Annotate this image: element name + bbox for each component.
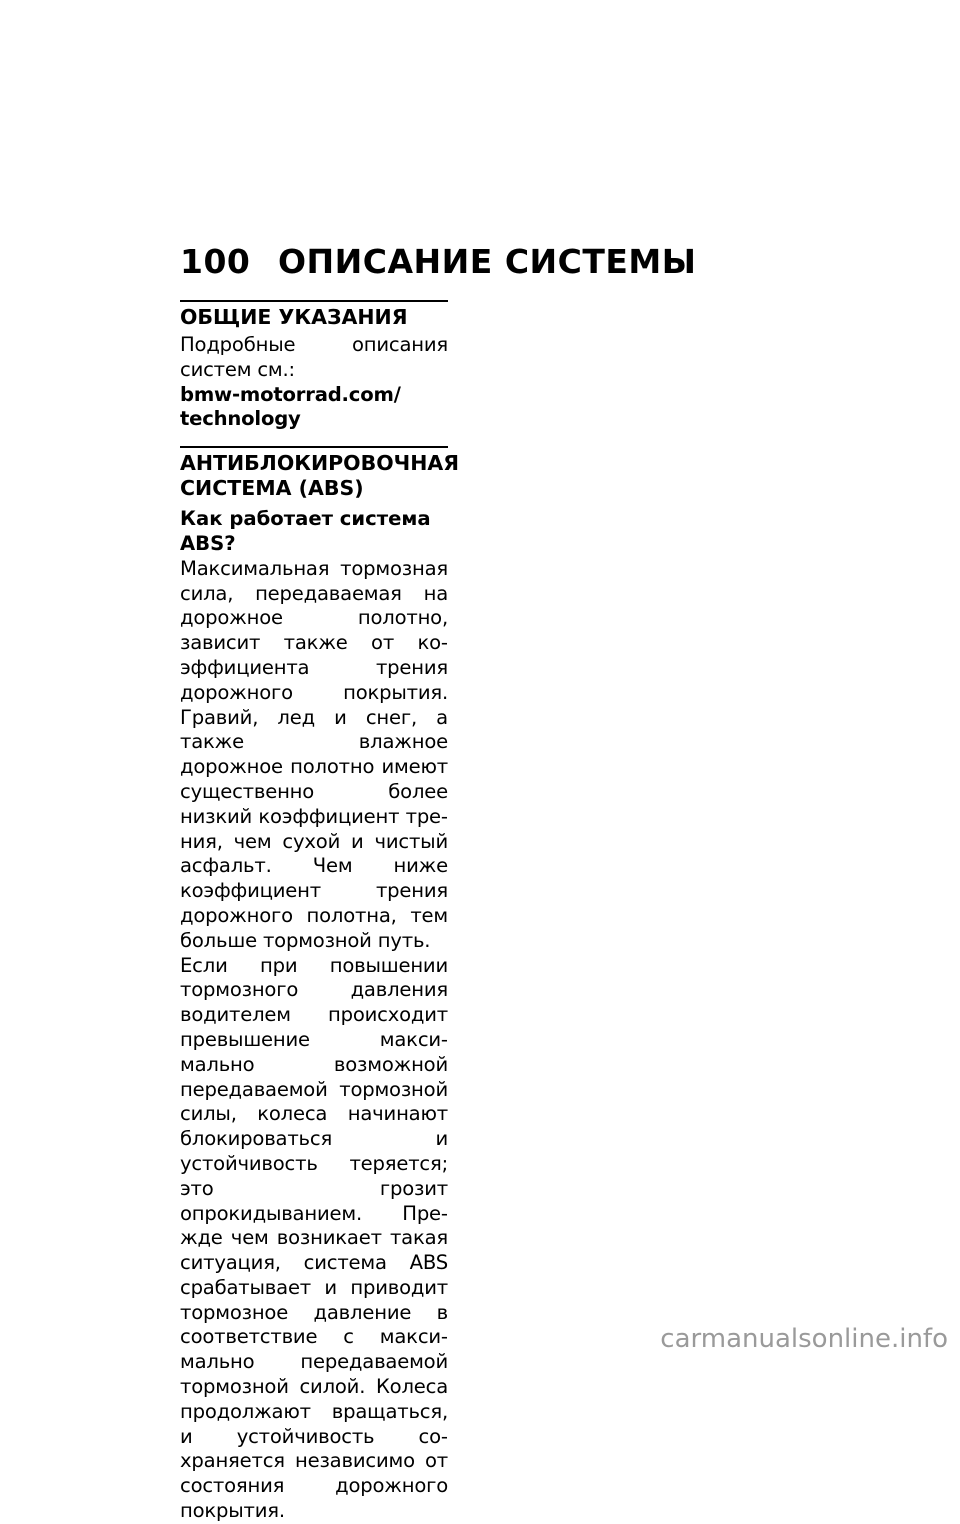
website-link-line2[interactable]: technology: [180, 407, 301, 431]
abs-how-heading: Как работает система ABS?: [180, 507, 431, 555]
page-number: 100: [180, 242, 251, 281]
page-title: ОПИСАНИЕ СИСТЕМЫ: [278, 242, 697, 281]
left-column: [180, 300, 460, 1524]
abs-how-paragraph-1: Максимальная тормозная сила, передаваемая на дорожное полотно, зависит также от коэффициента трения дорожного покрытия. Гравий, лед и снег, а также влажное дорожное полотно имеют существенно более низкий коэффициент трения, чем сухой и чистый асфальт. Чем ниже коэффициент трения дорожного полотна, тем больше тормозной путь.: [180, 556, 448, 952]
general-heading: ОБЩИЕ УКАЗАНИЯ: [180, 300, 448, 330]
general-text: Подробные описания систем см.:: [180, 333, 448, 381]
abs-heading: АНТИБЛОКИРОВОЧНАЯ СИСТЕМА (ABS): [180, 446, 448, 501]
watermark: carmanualsonline.info: [660, 1324, 948, 1354]
page-header: [180, 242, 780, 292]
website-link-line1[interactable]: bmw-motorrad.com/: [180, 382, 401, 406]
abs-how-paragraph-2: Если при повышении тормозного давления водителем происходит превышение максимально возможной передаваемой тормозной силы, колеса начинают блокироваться и устойчивость теряется; это грозит опрокидыванием. Прежде чем возникает такая ситуация, система ABS срабатывает и приводит тормозное давление в соответствие с максимально передаваемой тормозной силой. Колеса продолжают вращаться, и устойчивость сохраняется независимо от состояния дорожного покрытия.: [180, 953, 448, 1523]
